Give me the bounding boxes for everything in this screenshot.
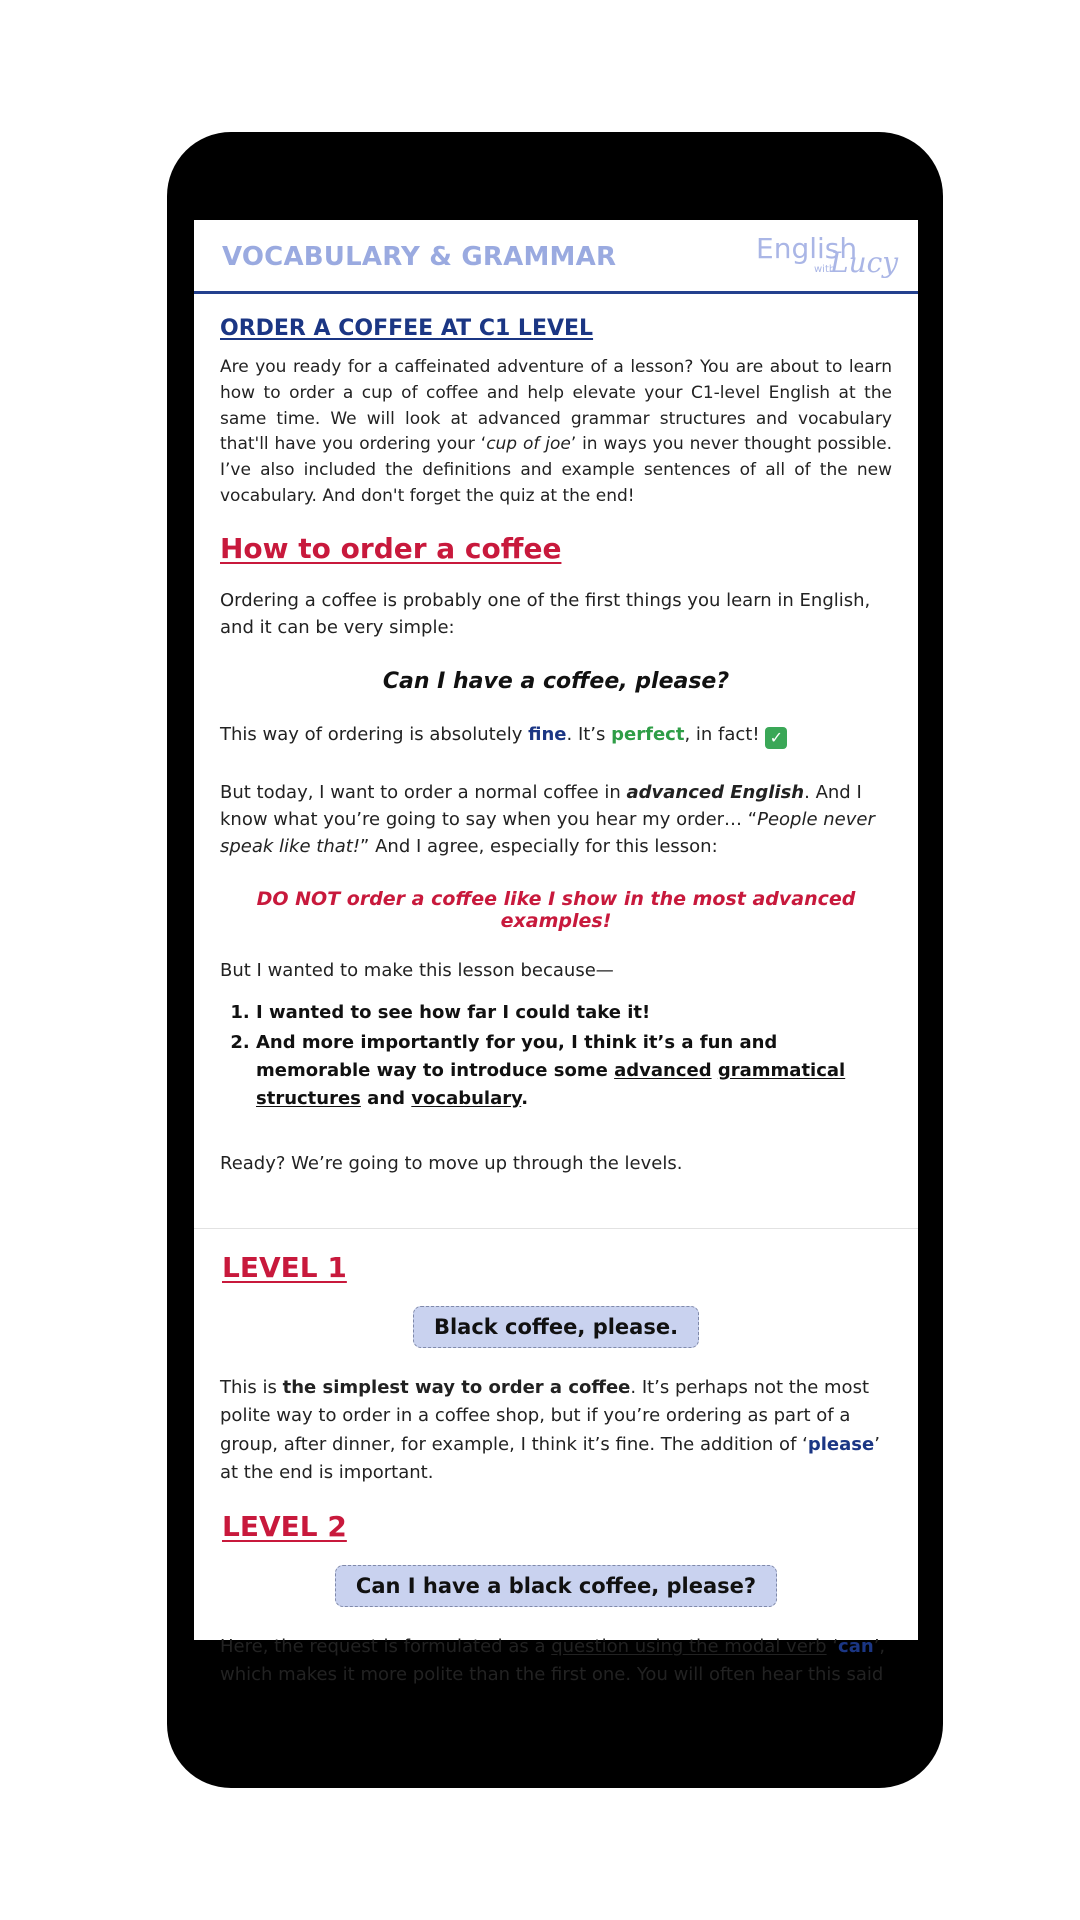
intro-text-2: ’ in ways you never thought possible. I’ve also included the definitions and example sentences of all of the new vocabulary. And don't forget the quiz at the end! — [220, 434, 892, 506]
document-title: ORDER A COFFEE AT C1 LEVEL — [220, 316, 594, 341]
underlined-phrase: question using the modal verb — [551, 1635, 827, 1657]
quote-italic: People never speak like that! — [220, 808, 875, 857]
level-1-text: . It’s perhaps not the most polite way to order in a coffee shop, but if you’re ordering as part of a group, after dinner, for example, I think it’s fine. The addition of ‘ — [220, 1376, 869, 1455]
list-item: 1. I wanted to see how far I could take it! — [256, 999, 892, 1027]
fine-line-after: , in fact! — [684, 723, 766, 745]
ordering-paragraph: Ordering a coffee is probably one of the first things you learn in English, and it can be very simple: — [220, 589, 871, 638]
level-1-phrase-wrap — [220, 1306, 892, 1348]
page-header — [194, 220, 918, 294]
english-with-lucy-logo — [756, 232, 899, 284]
advanced-english-emphasis: advanced English — [626, 781, 805, 803]
level-1-text: This is — [220, 1376, 283, 1398]
advanced-text-a: But today, I want to order a normal coffee in — [220, 781, 627, 803]
underlined-word: grammatical — [717, 1059, 846, 1081]
logo-script-text: Lucy — [830, 246, 899, 279]
reason-text: And more importantly for you, I think it’s a fun and memorable way to introduce some — [256, 1031, 778, 1081]
word-fine: fine — [528, 723, 567, 745]
ready-text: Ready? We’re going to move up through the levels. — [220, 1152, 683, 1174]
reasons-list — [220, 999, 892, 1113]
section-heading: How to order a coffee — [220, 531, 562, 565]
advanced-paragraph — [220, 779, 892, 860]
logo-with-text: with — [814, 264, 836, 275]
example-question: Can I have a coffee, please? — [382, 668, 730, 694]
intro-italic-phrase: cup of joe — [486, 434, 571, 455]
list-item — [256, 1029, 892, 1113]
level-2-heading: LEVEL 2 — [222, 1509, 347, 1543]
reason-and: and — [360, 1087, 412, 1109]
fine-line-middle: . It’s — [566, 723, 612, 745]
level-1-heading: LEVEL 1 — [222, 1250, 347, 1284]
word-please: please — [807, 1433, 875, 1455]
because-text: But I wanted to make this lesson because— — [220, 959, 614, 981]
intro-paragraph — [220, 355, 892, 510]
level-1-text: ’ at the end is important. — [220, 1433, 880, 1484]
warning-text: DO NOT order a coffee like I show in the most advanced examples! — [256, 887, 856, 932]
fine-line-text: This way of ordering is absolutely — [220, 723, 529, 745]
word-can: can — [838, 1635, 874, 1657]
level-2-phrase: Can I have a black coffee, please? — [335, 1565, 777, 1607]
intro-text-1: Are you ready for a caffeinated adventure of a lesson? You are about to learn how to order a cup of coffee and help elevate your C1-level English at the same time. We will look at advanced grammar structures and vocabulary that'll have you ordering your ‘ — [220, 357, 892, 455]
document-body — [194, 316, 918, 1690]
word-perfect: perfect — [611, 723, 685, 745]
advanced-text-c: . And I know what you’re going to say when you hear my order… “ — [220, 781, 862, 830]
level-2-description — [220, 1633, 892, 1690]
section-divider — [194, 1228, 918, 1229]
reason-end: . — [521, 1087, 529, 1109]
level-1-phrase: Black coffee, please. — [413, 1306, 699, 1348]
logo-main-text: English — [756, 232, 858, 265]
check-mark-icon: ✓ — [765, 727, 787, 749]
level-2-phrase-wrap — [220, 1565, 892, 1607]
underlined-word: advanced — [614, 1059, 712, 1081]
header-title: VOCABULARY & GRAMMAR — [222, 242, 617, 272]
level-2-text: ‘ — [826, 1635, 839, 1657]
level-2-text: Here, the request is formulated as a — [220, 1635, 552, 1657]
fine-line — [220, 724, 892, 749]
advanced-text-e: ” And I agree, especially for this lesson: — [360, 835, 718, 857]
level-2-text-cut: which makes it more polite than the first one. You will often hear this said — [220, 1664, 884, 1686]
document-viewer[interactable] — [194, 220, 918, 1686]
level-1-bold: the simplest way to order a coffee — [282, 1376, 631, 1398]
underlined-word: structures — [256, 1087, 361, 1109]
level-2-text: ’, — [873, 1635, 886, 1657]
level-1-description — [220, 1374, 892, 1488]
underlined-word: vocabulary — [411, 1087, 522, 1109]
